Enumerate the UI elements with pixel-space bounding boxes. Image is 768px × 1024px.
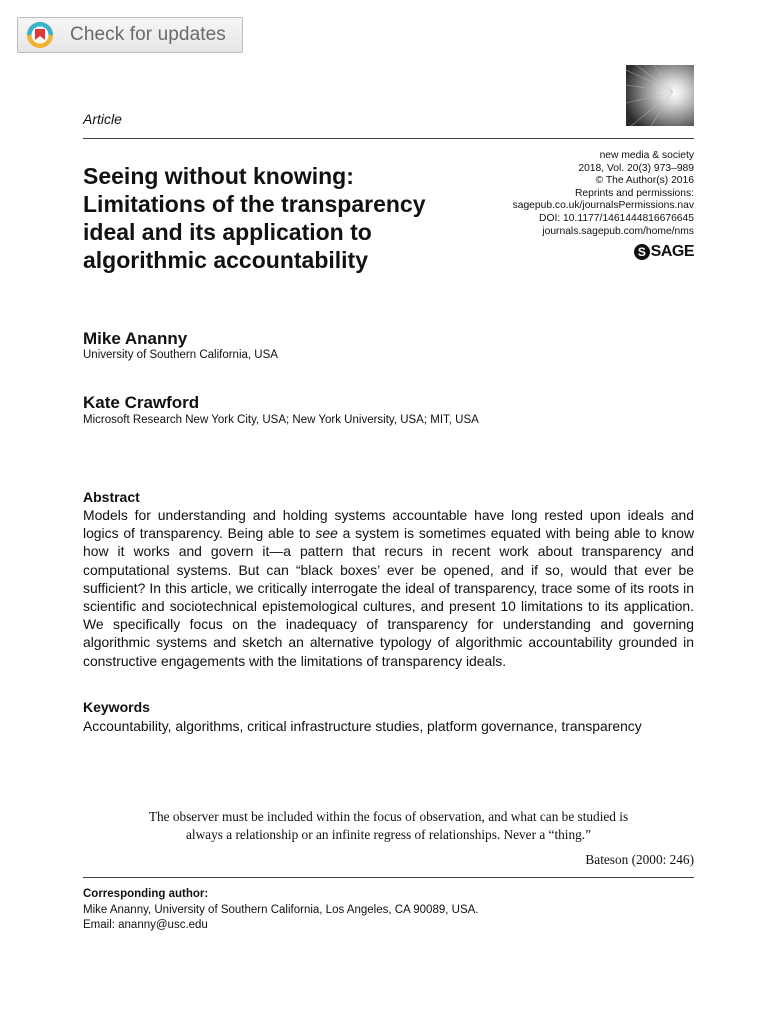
epigraph-citation: Bateson (2000: 246) [585,852,694,867]
copyright: © The Author(s) 2016 [595,175,694,187]
abstract-text: Models for understanding and holding systems accountable have long rested upon ideals and logics of transparency. Being able to see a system is sometimes equated with being able to know how it works and govern it—a pattern that recurs in recent work about transparency and computational systems. But can “black boxes’ ever be opened, and if so, would that ever be sufficient? In this article, we critically interrogate the ideal of transparency, trace some of its roots in scientific and sociotechnical epistemological cultures, and present 10 limitations to its application. We specifically focus on the inadequacy of transparency for understanding and governing algorithmic systems and sketch an alternative typology of algorithmic accountability grounded in constructive engagements with the limitations of transparency ideals. [83,507,694,669]
journal-volume: 2018, Vol. 20(3) 973–989 [578,162,694,174]
author-name: Mike Ananny [83,329,188,348]
title-line: Limitations of the transparency [83,191,426,217]
title-line: Seeing without knowing: [83,163,354,189]
footer-divider [83,877,694,878]
check-for-updates-label: Check for updates [70,24,226,45]
crossmark-icon [26,21,54,49]
journal-cover-image [626,65,694,126]
keywords-heading: Keywords [83,699,150,715]
article-title [83,162,503,274]
author-name: Kate Crawford [83,393,200,412]
permissions-link[interactable]: sagepub.co.uk/journalsPermissions.nav [512,200,694,212]
keywords-text: Accountability, algorithms, critical infrastructure studies, platform governance, transparency [83,718,642,734]
title-line: ideal and its application to [83,219,372,245]
check-for-updates-button[interactable] [17,17,243,53]
sage-logo-icon: S SAGE [634,243,694,261]
corresponding-author-address: Mike Ananny, University of Southern California, Los Angeles, CA 90089, USA. [83,904,479,916]
journal-homepage-link[interactable]: journals.sagepub.com/home/nms [542,225,694,237]
title-line: algorithmic accountability [83,247,368,273]
author-affiliation: Microsoft Research New York City, USA; New York University, USA; MIT, USA [83,414,479,426]
reprints-label: Reprints and permissions: [574,187,694,199]
abstract-heading: Abstract [83,489,140,505]
header-divider [83,138,694,139]
journal-metadata [513,150,694,238]
epigraph-quote: The observer must be included within the focus of observation, and what can be studied is always a relationship or an infinite regress of relationships. Never a “thing.” [148,809,629,842]
corresponding-author-email[interactable]: Email: ananny@usc.edu [83,919,208,931]
author-affiliation: University of Southern California, USA [83,349,278,361]
journal-name: new media & society [599,150,694,161]
publisher-name: SAGE [650,243,694,260]
corresponding-author-heading: Corresponding author: [83,888,209,900]
article-type-label: Article [83,111,122,127]
doi[interactable]: DOI: 10.1177/1461444816676645 [539,212,694,224]
